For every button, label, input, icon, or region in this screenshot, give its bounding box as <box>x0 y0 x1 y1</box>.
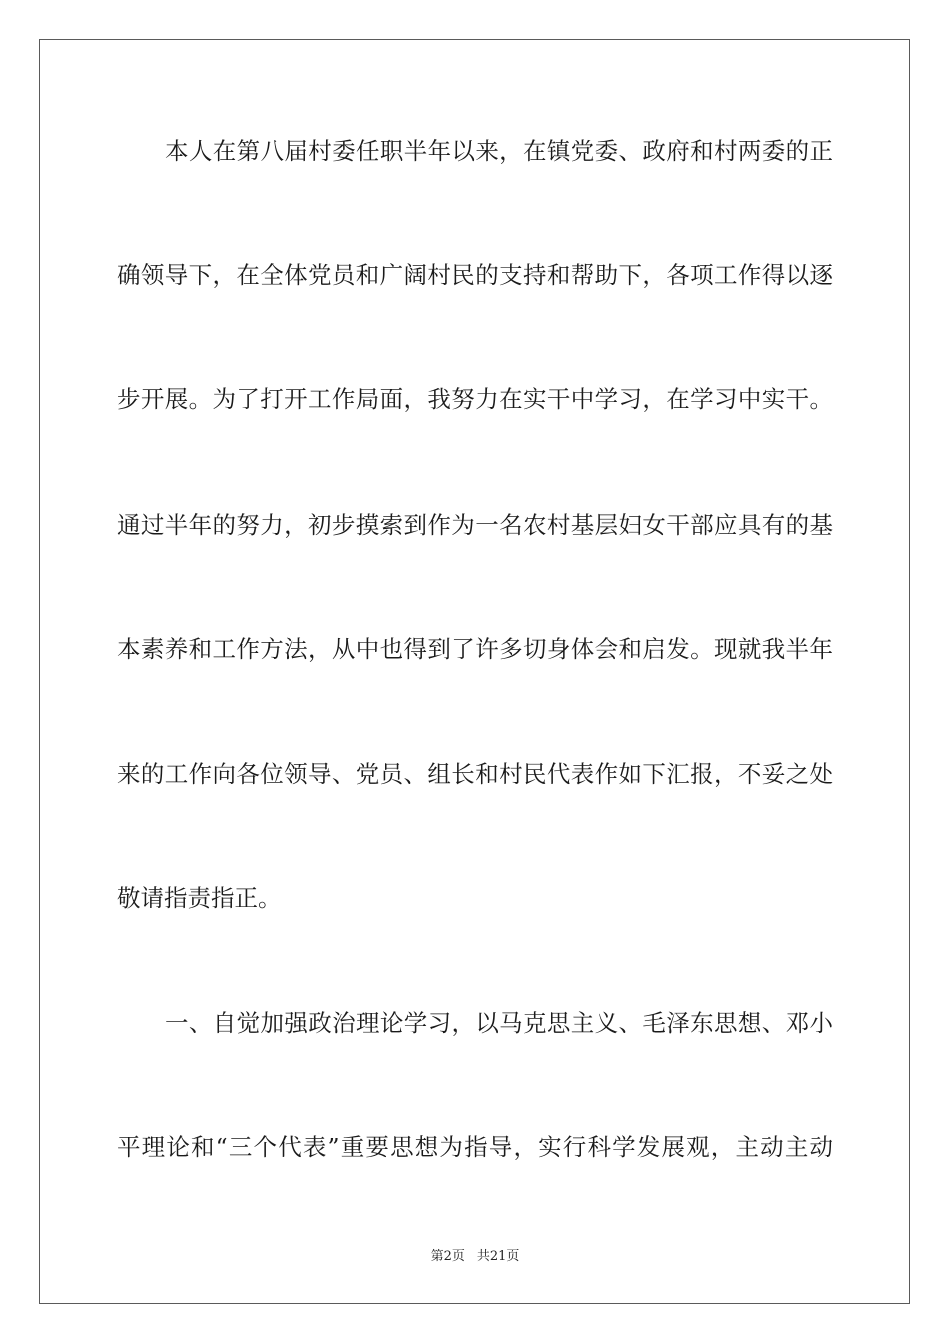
page-border <box>39 39 910 1304</box>
paragraph-line: 平理论和“三个代表”重要思想为指导，实行科学发展观，主动主动 <box>117 1133 833 1161</box>
paragraph-line: 来的工作向各位领导、党员、组长和村民代表作如下汇报，不妥之处 <box>117 760 833 788</box>
paragraph-line: 本素养和工作方法，从中也得到了许多切身体会和启发。现就我半年 <box>117 635 833 663</box>
paragraph-line-end: 敬请指责指正。 <box>117 884 282 912</box>
paragraph-line: 本人在第八届村委任职半年以来，在镇党委、政府和村两委的正 <box>165 137 833 165</box>
page-total: 共21页 <box>476 1249 520 1264</box>
page-footer <box>0 1245 950 1264</box>
page-number: 第2页 <box>430 1249 465 1264</box>
paragraph-line: 确领导下，在全体党员和广阔村民的支持和帮助下，各项工作得以逐 <box>117 261 833 289</box>
section-heading-line: 一、自觉加强政治理论学习，以马克思主义、毛泽东思想、邓小 <box>165 1009 833 1037</box>
paragraph-line: 步开展。为了打开工作局面，我努力在实干中学习，在学习中实干。 <box>117 385 833 413</box>
paragraph-line: 通过半年的努力，初步摸索到作为一名农村基层妇女干部应具有的基 <box>117 511 833 539</box>
